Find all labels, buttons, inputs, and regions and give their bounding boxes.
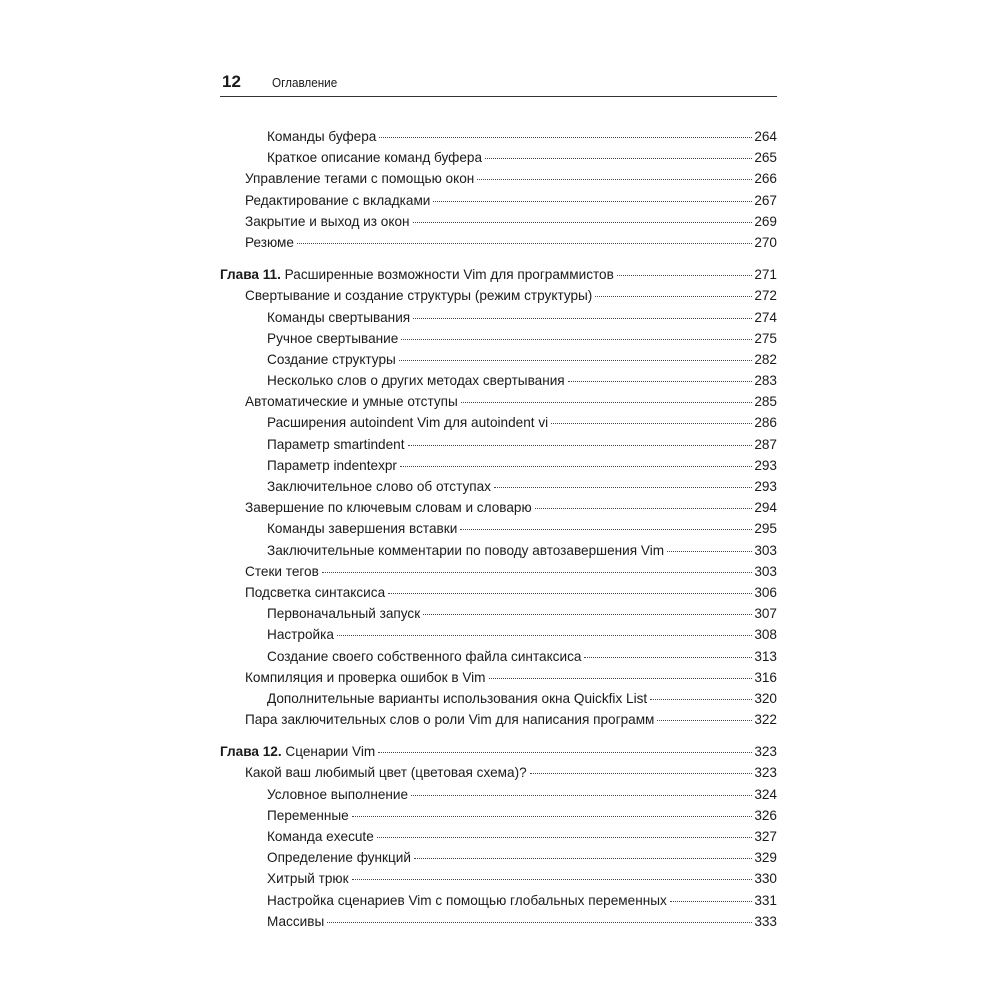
- toc-chapter-label: Глава 12.: [220, 744, 282, 760]
- toc-entry-title: Стеки тегов: [245, 563, 319, 579]
- toc-entry-page: 308: [754, 627, 777, 643]
- toc-entry-page: 306: [754, 584, 777, 600]
- toc-entry-page: 307: [754, 606, 777, 622]
- toc-entry-title: Переменные: [267, 807, 349, 823]
- toc-entry: [220, 561, 777, 582]
- toc-dot-leader: [352, 879, 753, 880]
- table-of-contents: [220, 126, 777, 932]
- toc-entry: [220, 624, 777, 645]
- toc-entry-title: Заключительные комментарии по поводу автозавершения Vim: [267, 542, 665, 558]
- toc-entry-page: 326: [754, 807, 777, 823]
- toc-entry-title: Управление тегами с помощью окон: [245, 171, 475, 187]
- toc-dot-leader: [327, 922, 752, 923]
- toc-dot-leader: [657, 720, 752, 721]
- toc-entry-page: 275: [754, 330, 777, 346]
- toc-entry-page: 322: [754, 712, 777, 728]
- toc-entry: [220, 391, 777, 412]
- toc-entry-page: 293: [754, 457, 777, 473]
- toc-dot-leader: [413, 222, 753, 223]
- toc-entry-title: Настройка сценариев Vim с помощью глобальных переменных: [267, 892, 667, 908]
- toc-dot-leader: [535, 508, 753, 509]
- toc-dot-leader: [413, 318, 752, 319]
- toc-entry-page: 330: [754, 871, 777, 887]
- toc-entry: [220, 784, 777, 805]
- page-header: [220, 72, 777, 97]
- toc-entry: [220, 911, 777, 932]
- toc-entry: [220, 412, 777, 433]
- toc-entry-page: 303: [754, 542, 777, 558]
- toc-entry: [220, 497, 777, 518]
- toc-entry-page: 320: [754, 690, 777, 706]
- toc-entry-title: Создание структуры: [267, 351, 396, 367]
- toc-dot-leader: [401, 339, 752, 340]
- toc-dot-leader: [667, 551, 752, 552]
- toc-entry: [220, 805, 777, 826]
- toc-dot-leader: [489, 678, 753, 679]
- toc-entry-title: Сценарии Vim: [285, 744, 376, 760]
- toc-dot-leader: [530, 773, 753, 774]
- toc-entry-title: Заключительное слово об отступах: [267, 479, 491, 494]
- toc-dot-leader: [399, 360, 753, 361]
- toc-entry-page: 294: [754, 500, 777, 516]
- toc-entry-page: 287: [754, 436, 777, 452]
- toc-entry: [220, 890, 777, 911]
- toc-dot-leader: [551, 423, 752, 424]
- toc-entry-title: Определение функций: [267, 850, 411, 866]
- toc-dot-leader: [494, 487, 752, 488]
- toc-entry-page: 295: [754, 521, 777, 537]
- toc-dot-leader: [337, 635, 752, 636]
- toc-entry-title: Резюме: [245, 234, 294, 250]
- toc-dot-leader: [461, 402, 753, 403]
- toc-entry-title: Редактирование с вкладками: [245, 192, 431, 208]
- toc-entry: [220, 434, 777, 455]
- toc-dot-leader: [411, 795, 752, 796]
- toc-entry-page: 293: [754, 479, 777, 494]
- toc-entry: [220, 455, 777, 476]
- toc-dot-leader: [423, 614, 752, 615]
- toc-entry: [220, 349, 777, 370]
- toc-entry-title: Первоначальный запуск: [267, 606, 421, 622]
- toc-entry: [220, 826, 777, 847]
- toc-entry-title: Команды завершения вставки: [267, 521, 458, 537]
- toc-entry: [220, 582, 777, 603]
- toc-entry-page: 327: [754, 829, 777, 844]
- toc-entry-page: 331: [754, 892, 777, 908]
- toc-entry-title: Дополнительные варианты использования окна Quickfix List: [267, 690, 648, 706]
- toc-entry: [220, 762, 777, 783]
- toc-entry-page: 285: [754, 394, 777, 410]
- toc-entry-title: Команды буфера: [267, 129, 377, 144]
- toc-entry: [220, 540, 777, 561]
- toc-entry-title: Какой ваш любимый цвет (цветовая схема)?: [245, 765, 527, 781]
- toc-dot-leader: [352, 816, 753, 817]
- toc-entry-page: 265: [754, 150, 777, 166]
- toc-dot-leader: [477, 179, 752, 180]
- toc-dot-leader: [433, 201, 752, 202]
- toc-dot-leader: [595, 296, 752, 297]
- toc-entry-title: Подсветка синтаксиса: [245, 584, 386, 600]
- toc-dot-leader: [568, 381, 753, 382]
- toc-dot-leader: [485, 158, 752, 159]
- toc-dot-leader: [400, 466, 752, 467]
- toc-entry: [220, 847, 777, 868]
- toc-entry-page: 274: [754, 309, 777, 325]
- toc-entry: [220, 646, 777, 667]
- toc-entry-page: 270: [754, 234, 777, 250]
- toc-entry-page: 316: [754, 669, 777, 685]
- toc-dot-leader: [378, 752, 752, 753]
- toc-entry-page: 333: [754, 913, 777, 929]
- toc-entry-title: Свертывание и создание структуры (режим структуры): [245, 288, 593, 304]
- toc-chapter-label: Глава 11.: [220, 267, 281, 283]
- toc-dot-leader: [388, 593, 752, 594]
- toc-dot-leader: [297, 243, 752, 244]
- toc-entry-title: Завершение по ключевым словам и словарю: [245, 500, 532, 516]
- toc-entry-page: 266: [754, 171, 777, 187]
- running-title: Оглавление: [272, 75, 338, 90]
- toc-entry: [220, 147, 777, 168]
- toc-entry: [220, 370, 777, 391]
- toc-entry-page: 323: [754, 744, 777, 760]
- toc-dot-leader: [408, 445, 753, 446]
- toc-entry: [220, 709, 777, 730]
- toc-entry: [220, 211, 777, 232]
- toc-entry-title: Расширения autoindent Vim для autoindent vi: [267, 415, 549, 431]
- toc-entry: [220, 232, 777, 253]
- toc-entry: [220, 688, 777, 709]
- toc-chapter-entry: [220, 264, 777, 285]
- toc-entry-page: 283: [754, 373, 777, 389]
- toc-entry-title: Команды свертывания: [267, 309, 411, 325]
- toc-entry-title: Массивы: [267, 913, 325, 929]
- toc-entry: [220, 476, 777, 497]
- toc-entry-page: 323: [754, 765, 777, 781]
- toc-entry: [220, 868, 777, 889]
- toc-entry-title: Несколько слов о других методах свертывания: [267, 373, 565, 389]
- toc-entry-title: Ручное свертывание: [267, 330, 399, 346]
- toc-entry-page: 269: [754, 213, 777, 229]
- toc-entry-title: Краткое описание команд буфера: [267, 150, 483, 166]
- toc-entry-page: 267: [754, 192, 777, 208]
- toc-entry-page: 313: [754, 648, 777, 664]
- toc-entry-page: 329: [754, 850, 777, 866]
- toc-entry-title: Хитрый трюк: [267, 871, 349, 887]
- toc-entry-title: Компиляция и проверка ошибок в Vim: [245, 669, 486, 685]
- toc-entry-page: 324: [754, 786, 777, 802]
- toc-dot-leader: [377, 837, 753, 838]
- toc-entry: [220, 307, 777, 328]
- toc-entry-page: 264: [754, 129, 777, 144]
- toc-entry: [220, 126, 777, 147]
- toc-entry-page: 286: [754, 415, 777, 431]
- toc-dot-leader: [617, 275, 752, 276]
- toc-entry: [220, 285, 777, 306]
- toc-entry-title: Условное выполнение: [267, 786, 409, 802]
- toc-dot-leader: [414, 858, 752, 859]
- toc-entry: [220, 603, 777, 624]
- page-number: 12: [222, 72, 241, 91]
- toc-entry-page: 303: [754, 563, 777, 579]
- toc-chapter-entry: [220, 741, 777, 762]
- toc-entry: [220, 518, 777, 539]
- toc-entry-page: 271: [754, 267, 777, 283]
- toc-dot-leader: [670, 901, 753, 902]
- toc-entry-title: Настройка: [267, 627, 334, 643]
- toc-entry: [220, 328, 777, 349]
- toc-entry: [220, 168, 777, 189]
- toc-dot-leader: [379, 137, 752, 138]
- toc-entry-title: Параметр indentexpr: [267, 457, 397, 473]
- toc-dot-leader: [322, 572, 752, 573]
- toc-entry-title: Автоматические и умные отступы: [245, 394, 458, 410]
- toc-entry-title: Параметр smartindent: [267, 436, 405, 452]
- toc-entry: [220, 667, 777, 688]
- toc-dot-leader: [650, 699, 752, 700]
- toc-entry-page: 282: [754, 351, 777, 367]
- toc-dot-leader: [584, 657, 752, 658]
- toc-entry-title: Закрытие и выход из окон: [245, 213, 410, 229]
- toc-entry-title: Расширенные возможности Vim для программистов: [284, 267, 614, 283]
- toc-entry-page: 272: [754, 288, 777, 304]
- toc-dot-leader: [460, 529, 752, 530]
- toc-entry: [220, 190, 777, 211]
- toc-entry-title: Создание своего собственного файла синтаксиса: [267, 648, 582, 664]
- toc-entry-title: Пара заключительных слов о роли Vim для написания программ: [245, 712, 655, 728]
- toc-entry-title: Команда execute: [267, 829, 374, 844]
